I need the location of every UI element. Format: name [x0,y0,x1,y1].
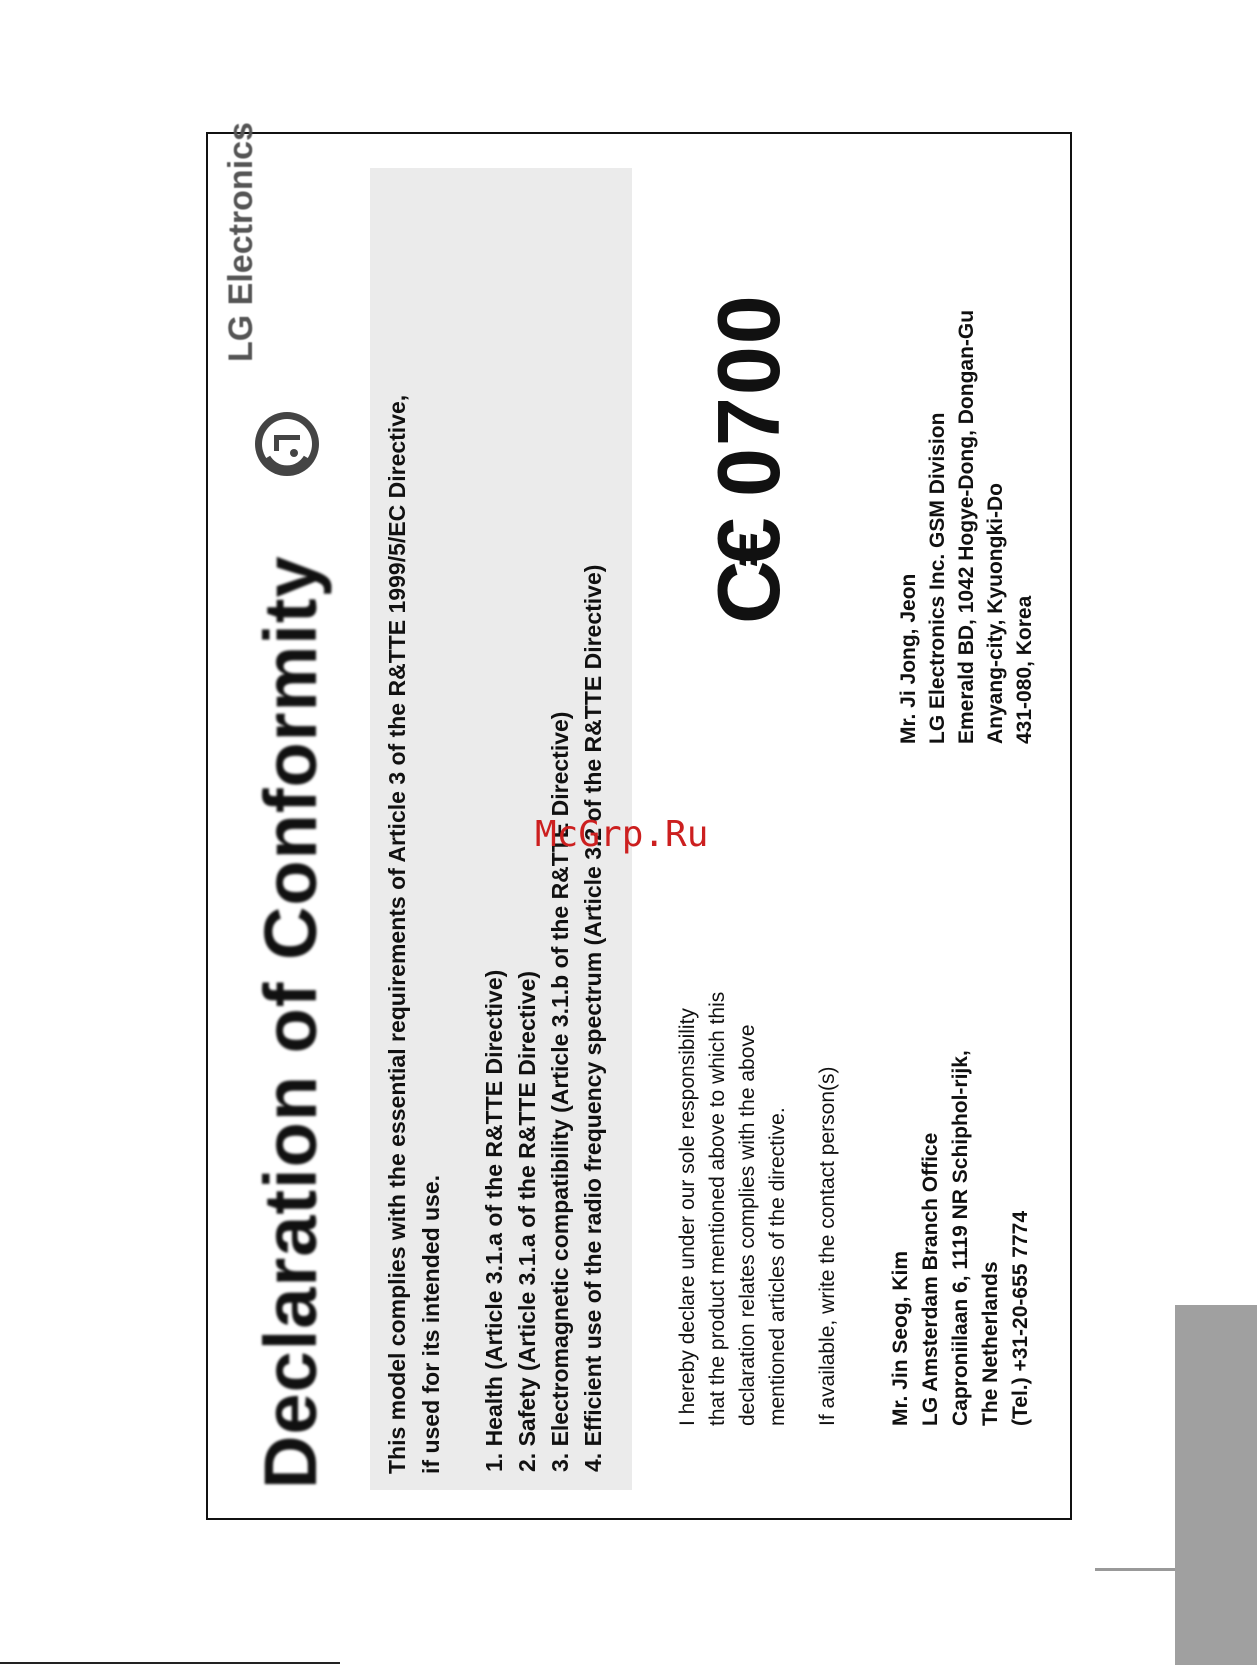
side-tab [1175,1305,1257,1665]
contact-line: LG Electronics Inc. GSM Division [926,412,949,744]
compliance-line: if used for its intended use. [418,1174,444,1474]
contact-line: (Tel.) +31-20-655 7774 [1009,1211,1032,1426]
declaration-line: I hereby declare under our sole responsibility [676,1008,699,1426]
contact-line: Mr. Jin Seog, Kim [889,1250,912,1426]
brand-name: LG Electronics [222,122,260,362]
contact-line: 431-080, Korea [1013,595,1036,744]
divider [0,1662,340,1664]
ce-mark-icon: C€ 0700 [699,293,798,624]
notified-body-number: 0700 [699,293,798,498]
lg-logo-icon [252,409,322,479]
declaration-line: mentioned articles of the directive. [766,1107,789,1426]
contact-line: Caproniilaan 6, 1119 NR Schiphol-rijk, [949,1050,972,1426]
compliance-line: This model complies with the essential requirements of Article 3 of the R&TTE 1999/5/EC Directive, [384,394,410,1474]
ce-mark [698,274,808,624]
requirements-list [478,565,610,1472]
list-item: 4. Efficient use of the radio frequency spectrum (Article 3.2 of the R&TTE Directive) [580,564,606,1472]
page-title: Declaration of Conformity [249,555,332,1489]
list-item: 2. Safety (Article 3.1.a of the R&TTE Directive) [514,970,540,1472]
divider [1095,1568,1175,1571]
list-item: 3. Electromagnetic compatibility (Article 3.1.b of the R&TTE Directive) [547,711,573,1472]
contact-prompt: If available, write the contact person(s) [816,1066,839,1426]
declaration-text [673,992,793,1426]
contact-korea [894,310,1039,744]
contact-line: Emerald BD, 1042 Hogye-Dong, Dongan-Gu [955,309,978,744]
declaration-line: that the product mentioned above to which this [706,991,729,1426]
contact-europe [886,1050,1036,1426]
watermark: McGrp.Ru [535,814,709,855]
declaration-line: declaration relates complies with the above [736,1024,759,1426]
list-item: 1. Health (Article 3.1.a of the R&TTE Directive) [481,969,507,1472]
contact-line: Anyang-city, Kyuongki-Do [984,483,1007,744]
contact-line: The Netherlands [979,1261,1002,1426]
brand-logo [252,169,322,489]
contact-line: Mr. Ji Jong, Jeon [897,573,920,744]
compliance-statement [380,395,448,1474]
contact-line: LG Amsterdam Branch Office [919,1132,942,1426]
